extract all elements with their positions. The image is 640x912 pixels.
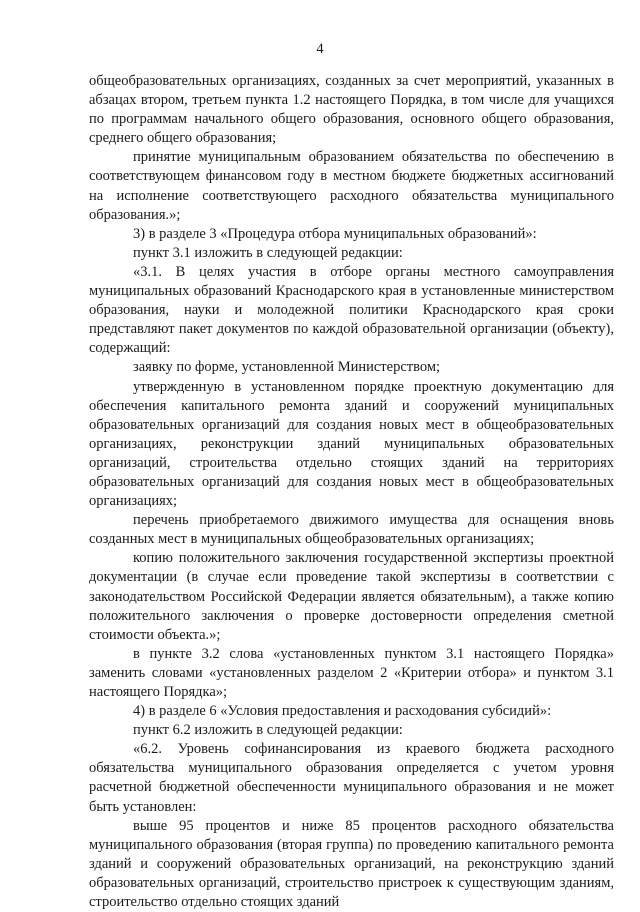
paragraph: общеобразовательных организациях, созданных за счет мероприятий, указанных в абзацах втором, третьем пункта 1.2 настоящего Порядка, в том числе для учащихся по программам начального общего образования, основного общего образования, среднего общего образования;: [89, 73, 614, 147]
paragraph: в пункте 3.2 слова «установленных пунктом 3.1 настоящего Порядка» заменить словами «установленных разделом 2 «Критерии отбора» и пунктом 3.1 настоящего Порядка»;: [89, 645, 614, 700]
paragraph: принятие муниципальным образованием обязательства по обеспечению в соответствующем финансовом году в местном бюджете бюджетных ассигнований на исполнение соответствующего расходного обязательства муниципального образования.»;: [89, 149, 614, 223]
paragraph: пункт 6.2 изложить в следующей редакции:: [133, 722, 403, 739]
paragraph: «3.1. В целях участия в отборе органы местного самоуправления муниципальных образований Краснодарского края в установленные министерством образования, науки и молодежной политики Краснодарского края сроки представляют пакет документов по каждой образовательной организации (объекту), содержащий:: [89, 263, 614, 357]
paragraph: копию положительного заключения государственной экспертизы проектной документации (в случае если проведение такой экспертизы в соответствии с законодательством Российской Федерации является обязательным), а также копию положительного заключения о проверке достоверности определения сметной стоимости объекта.»;: [89, 550, 614, 643]
paragraph: перечень приобретаемого движимого имущества для оснащения вновь созданных мест в муниципальных общеобразовательных организациях;: [89, 512, 614, 548]
paragraph: заявку по форме, установленной Министерством;: [133, 359, 441, 376]
paragraph: 4) в разделе 6 «Условия предоставления и расходования субсидий»:: [133, 703, 552, 720]
page-number: 4: [316, 41, 324, 57]
paragraph: выше 95 процентов и ниже 85 процентов расходного обязательства муниципального образования (вторая группа) по проведению капитального ремонта зданий и сооружений образовательных организаций, на реконструкцию зданий образовательных организаций, строительство пристроек к существующим зданиям, строительство отдельно стоящих зданий: [89, 817, 614, 911]
document-body: [89, 72, 614, 912]
paragraph: утвержденную в установленном порядке проектную документацию для обеспечения капитального ремонта зданий и сооружений муниципальных образовательных организаций для создания новых мест в общеобразовательных организациях, реконструкции зданий муниципальных образовательных организаций, строительства отдельно стоящих зданий на территориях образовательных организаций для создания новых мест в общеобразовательных организациях;: [89, 378, 614, 510]
paragraph: 3) в разделе 3 «Процедура отбора муниципальных образований»:: [133, 225, 537, 242]
paragraph: пункт 3.1 изложить в следующей редакции:: [133, 244, 403, 261]
paragraph: «6.2. Уровень софинансирования из краевого бюджета расходного обязательства муниципального образования определяется с учетом уровня расчетной бюджетной обеспеченности муниципального образования и не может быть установлен:: [89, 741, 614, 815]
